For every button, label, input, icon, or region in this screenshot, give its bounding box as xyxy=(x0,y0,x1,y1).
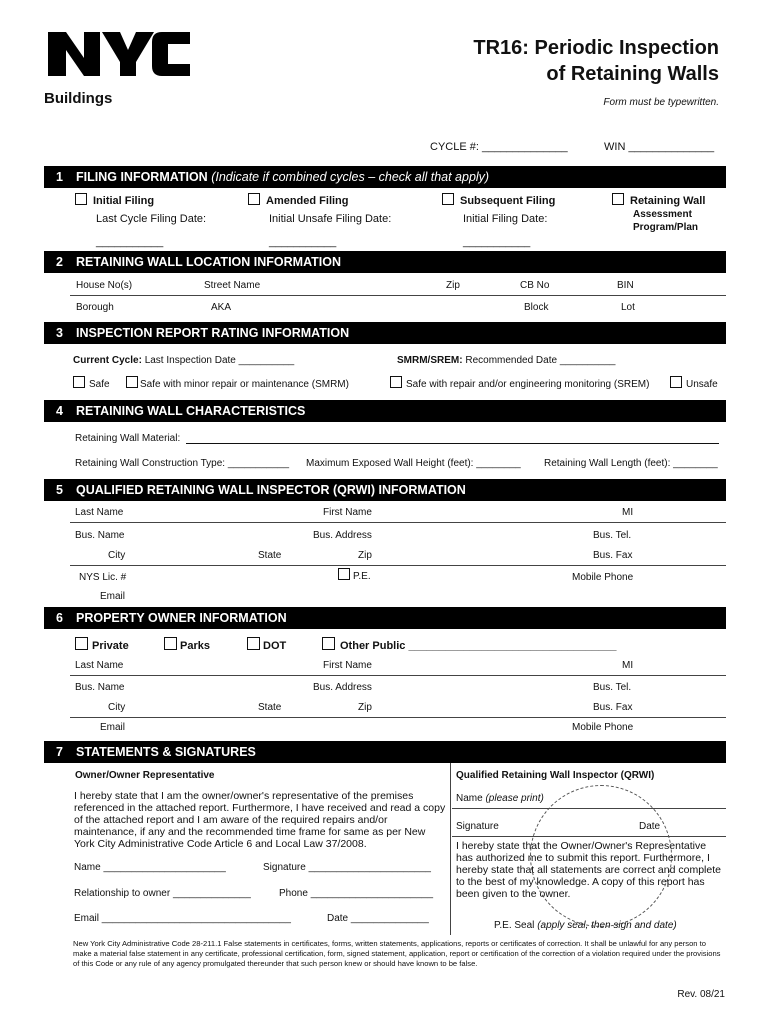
last-cycle-date-label: Last Cycle Filing Date: xyxy=(96,213,207,225)
borough-field[interactable]: Borough xyxy=(76,302,114,313)
material-field[interactable] xyxy=(186,443,719,444)
relationship-field[interactable]: Relationship to owner ______________ xyxy=(74,888,251,899)
current-cycle-label: Current Cycle: xyxy=(73,355,142,366)
unsafe-checkbox[interactable] xyxy=(670,376,718,390)
checkbox-icon[interactable] xyxy=(247,637,260,650)
checkbox-icon[interactable] xyxy=(322,637,335,650)
pe-seal-label: P.E. Seal xyxy=(494,920,535,931)
zip-field[interactable]: Zip xyxy=(446,280,460,291)
pe-checkbox[interactable] xyxy=(338,568,371,582)
section-number: 5 xyxy=(56,483,63,497)
current-cycle-field[interactable] xyxy=(73,355,294,366)
wall-height-field[interactable]: Maximum Exposed Wall Height (feet): ________ xyxy=(306,458,521,469)
wall-length-field[interactable]: Retaining Wall Length (feet): ________ xyxy=(544,458,718,469)
owner-last-name-field[interactable]: Last Name xyxy=(75,660,124,671)
checkbox-icon[interactable] xyxy=(75,637,88,650)
owner-city-field[interactable]: City xyxy=(108,702,126,713)
cb-no-field[interactable]: CB No xyxy=(520,280,550,291)
qrwi-email-field[interactable]: Email xyxy=(100,591,126,602)
checkbox-icon[interactable] xyxy=(126,376,138,388)
lot-field[interactable]: Lot xyxy=(621,302,635,313)
owner-signature-field[interactable]: Signature ______________________ xyxy=(263,862,431,873)
dot-checkbox[interactable] xyxy=(247,637,286,652)
initial-filing-checkbox[interactable] xyxy=(75,193,154,207)
initial-unsafe-date-field[interactable]: ___________ xyxy=(269,236,337,248)
srem-checkbox[interactable] xyxy=(390,376,649,390)
checkbox-icon[interactable] xyxy=(612,193,624,205)
private-checkbox[interactable] xyxy=(75,637,129,652)
section-title: RETAINING WALL LOCATION INFORMATION xyxy=(76,255,342,269)
qrwi-print-name-field[interactable] xyxy=(456,793,544,804)
checkbox-icon[interactable] xyxy=(75,193,87,205)
form-title-line1: TR16: Periodic Inspection xyxy=(473,37,719,59)
section-5-header xyxy=(44,479,726,501)
checkbox-icon[interactable] xyxy=(73,376,85,388)
divider xyxy=(70,717,726,718)
parks-label: Parks xyxy=(180,640,210,652)
qrwi-bus-tel-field[interactable]: Bus. Tel. xyxy=(593,530,632,541)
qrwi-signature-field[interactable]: Signature xyxy=(456,821,499,832)
cycle-field[interactable]: CYCLE #: ______________ xyxy=(430,141,568,153)
last-cycle-date-field[interactable]: ___________ xyxy=(96,236,164,248)
checkbox-icon[interactable] xyxy=(248,193,260,205)
safe-checkbox[interactable] xyxy=(73,376,110,390)
initial-filing-label: Initial Filing xyxy=(93,195,155,207)
pe-label: P.E. xyxy=(353,571,371,582)
owner-email-sig-field[interactable]: Email __________________________________ xyxy=(74,913,291,924)
recommended-date: Recommended Date __________ xyxy=(465,355,616,366)
material-label: Retaining Wall Material: xyxy=(75,433,181,444)
rw-program-label-2: Assessment xyxy=(633,209,692,220)
bin-field[interactable]: BIN xyxy=(617,280,634,291)
qrwi-heading: Qualified Retaining Wall Inspector (QRWI) xyxy=(456,770,655,781)
initial-filing-date-field[interactable]: ___________ xyxy=(463,236,531,248)
qrwi-license-field[interactable]: NYS Lic. # xyxy=(79,572,127,583)
section-3-header xyxy=(44,322,726,344)
smrm-checkbox[interactable] xyxy=(126,376,349,390)
pe-seal-caption xyxy=(494,920,677,931)
column-divider xyxy=(450,763,451,935)
owner-bus-address-field[interactable]: Bus. Address xyxy=(313,682,372,693)
qrwi-mi-field[interactable]: MI xyxy=(622,507,634,518)
section-4-header xyxy=(44,400,726,422)
street-name-field[interactable]: Street Name xyxy=(204,280,261,291)
divider xyxy=(70,522,726,523)
section-number: 3 xyxy=(56,326,63,340)
checkbox-icon[interactable] xyxy=(390,376,402,388)
qrwi-bus-address-field[interactable]: Bus. Address xyxy=(313,530,372,541)
qrwi-state-field[interactable]: State xyxy=(258,550,282,561)
section-number: 6 xyxy=(56,611,63,625)
divider xyxy=(70,295,726,296)
pe-seal-area[interactable] xyxy=(530,785,672,927)
section-number: 2 xyxy=(56,255,63,269)
divider xyxy=(70,565,726,566)
construction-type-field[interactable]: Retaining Wall Construction Type: ___________ xyxy=(75,458,290,469)
qrwi-bus-fax-field[interactable]: Bus. Fax xyxy=(593,550,633,561)
section-title: FILING INFORMATION xyxy=(76,170,208,184)
smrm-srem-label: SMRM/SREM: xyxy=(397,355,463,366)
owner-state-field[interactable]: State xyxy=(258,702,282,713)
owner-zip-field[interactable]: Zip xyxy=(358,702,372,713)
qrwi-first-name-field[interactable]: First Name xyxy=(323,507,372,518)
qrwi-city-field[interactable]: City xyxy=(108,550,126,561)
last-inspection-date: Last Inspection Date __________ xyxy=(144,355,295,366)
section-7-header xyxy=(44,741,726,763)
owner-statement: I hereby state that I am the owner/owner's representative of the premises referenced in the attached report. Furthermore, I have received and read a copy of the attached report and I am aware of the required repairs and/or maintenance, if any and the recommended time frame for same as per New York City Administrative Code Article 6 and Local Law 37/2008. xyxy=(74,790,446,850)
owner-rep-heading: Owner/Owner Representative xyxy=(75,770,215,781)
parks-checkbox[interactable] xyxy=(164,637,210,652)
legal-footer: New York City Administrative Code 28-211.1 False statements in certificates, forms, written statements, applications, reports or certificates of correction. It shall be unlawful for any person to make a material false statement in any certificate, professional certification, form, signed statement, application, report or certification of the correction of a violation required under the provisions of this Code or any rule of any agency promulgated thereunder that such person knew or should have known to be false. xyxy=(73,939,721,968)
section-title: RETAINING WALL CHARACTERISTICS xyxy=(76,404,306,418)
section-title: PROPERTY OWNER INFORMATION xyxy=(76,611,287,625)
initial-unsafe-date-label: Initial Unsafe Filing Date: xyxy=(269,213,392,225)
initial-filing-date-label: Initial Filing Date: xyxy=(463,213,548,225)
checkbox-icon[interactable] xyxy=(338,568,350,580)
owner-mobile-field[interactable]: Mobile Phone xyxy=(572,722,634,733)
smrm-srem-field[interactable] xyxy=(397,355,615,366)
rw-program-label-3: Program/Plan xyxy=(633,222,699,233)
checkbox-icon[interactable] xyxy=(164,637,177,650)
qrwi-statement: I hereby state that the Owner/Owner's Representative has authorized me to submit this report. Furthermore, I hereby state that all statements are correct and complete to the best of my knowledge. A copy of this report has been given to the owner. xyxy=(456,840,721,900)
qrwi-date-field[interactable]: Date xyxy=(639,821,661,832)
dot-label: DOT xyxy=(263,640,287,652)
unsafe-label: Unsafe xyxy=(686,379,718,390)
owner-phone-field[interactable]: Phone ______________________ xyxy=(279,888,434,899)
other-public-label: Other Public __________________________________ xyxy=(340,640,617,652)
divider xyxy=(70,675,726,676)
aka-field[interactable]: AKA xyxy=(211,302,232,313)
block-field[interactable]: Block xyxy=(524,302,549,313)
qrwi-mobile-field[interactable]: Mobile Phone xyxy=(572,572,634,583)
svg-text:TM: TM xyxy=(182,32,190,38)
section-title: QUALIFIED RETAINING WALL INSPECTOR (QRWI) INFORMATION xyxy=(76,483,466,497)
amended-filing-label: Amended Filing xyxy=(266,195,349,207)
nyc-logo xyxy=(44,28,194,95)
amended-filing-checkbox[interactable] xyxy=(248,193,349,207)
checkbox-icon[interactable] xyxy=(670,376,682,388)
private-label: Private xyxy=(92,640,129,652)
pe-seal-hint: (apply seal, then sign and date) xyxy=(537,920,677,931)
qrwi-last-name-field[interactable]: Last Name xyxy=(75,507,124,518)
typewritten-note: Form must be typewritten. xyxy=(603,97,719,108)
logo-subtitle: Buildings xyxy=(44,90,113,107)
form-title-line2: of Retaining Walls xyxy=(546,63,719,85)
section-title: INSPECTION REPORT RATING INFORMATION xyxy=(76,326,350,340)
smrm-label: Safe with minor repair or maintenance (SMRM) xyxy=(140,379,349,390)
rw-program-label-1: Retaining Wall xyxy=(630,195,706,207)
owner-bus-fax-field[interactable]: Bus. Fax xyxy=(593,702,633,713)
other-public-checkbox[interactable] xyxy=(322,637,616,652)
section-6-header xyxy=(44,607,726,629)
retaining-wall-program-checkbox[interactable] xyxy=(612,193,705,207)
win-field[interactable]: WIN ______________ xyxy=(604,141,715,153)
section-subtitle: (Indicate if combined cycles – check all that apply) xyxy=(211,170,490,184)
qrwi-name-hint: (please print) xyxy=(485,793,544,804)
section-number: 4 xyxy=(56,404,63,418)
section-number: 7 xyxy=(56,745,63,759)
qrwi-zip-field[interactable]: Zip xyxy=(358,550,372,561)
section-2-header xyxy=(44,251,726,273)
owner-bus-name-field[interactable]: Bus. Name xyxy=(75,682,125,693)
revision-label: Rev. 08/21 xyxy=(677,989,725,1000)
owner-name-field[interactable]: Name ______________________ xyxy=(74,862,226,873)
safe-label: Safe xyxy=(89,379,110,390)
section-number: 1 xyxy=(56,170,63,184)
owner-email-field[interactable]: Email xyxy=(100,722,126,733)
checkbox-icon[interactable] xyxy=(442,193,454,205)
owner-mi-field[interactable]: MI xyxy=(622,660,634,671)
nyc-logo-mark xyxy=(44,28,194,90)
section-1-header xyxy=(44,166,726,188)
subsequent-filing-checkbox[interactable] xyxy=(442,193,555,207)
owner-first-name-field[interactable]: First Name xyxy=(323,660,372,671)
section-title: STATEMENTS & SIGNATURES xyxy=(76,745,256,759)
qrwi-name-label: Name xyxy=(456,793,483,804)
owner-bus-tel-field[interactable]: Bus. Tel. xyxy=(593,682,632,693)
house-no-field[interactable]: House No(s) xyxy=(76,280,133,291)
subsequent-filing-label: Subsequent Filing xyxy=(460,195,556,207)
owner-date-field[interactable]: Date ______________ xyxy=(327,913,429,924)
srem-label: Safe with repair and/or engineering monitoring (SREM) xyxy=(406,379,650,390)
qrwi-bus-name-field[interactable]: Bus. Name xyxy=(75,530,125,541)
